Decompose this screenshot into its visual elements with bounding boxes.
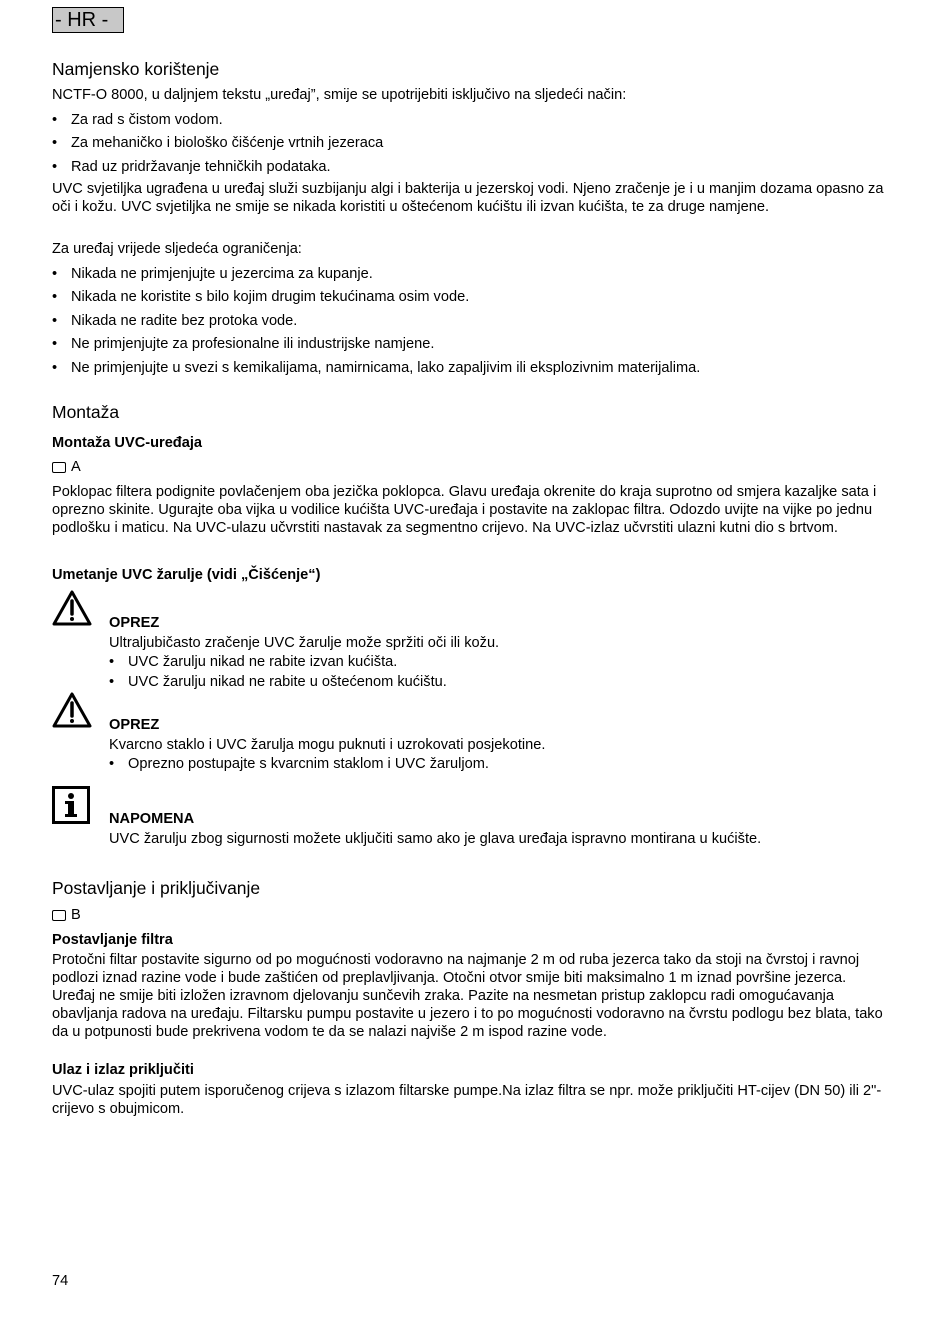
caution-body bbox=[109, 614, 499, 693]
warning-triangle-icon bbox=[52, 692, 92, 728]
list-item: • Ne primjenjujte za profesionalne ili industrijske namjene. bbox=[52, 335, 700, 358]
filter-placement-text: Protočni filtar postavite sigurno od po mogućnosti vodoravno na najmanje 2 m od ruba jezerca tako da stoji na čvrstoj i ravnoj podlozi iznad razine vode i bude zaštićen od preplavljivanja. Otočni otvor smije biti maksimalno 1 m iznad površine jezerca. Uređaj ne smije biti izložen izravnom djelovanju sunčevih zraka. Pazite na nesmetan pristup zaklopcu radi omogućavanja obavljanja radova na uređaju. Filtarsku pumpu postavite u jezero i to po mogućnosti vodoravno na čvrstu podlogu bez blata, tako da u potpunosti bude prekrivena vodom te da se nalazi najviše 2 m ispod razine vode. bbox=[52, 952, 883, 1040]
section-title-installation: Postavljanje i priključivanje bbox=[52, 878, 261, 898]
info-icon bbox=[52, 786, 90, 824]
subsection-title-bulb-insertion: Umetanje UVC žarulje (vidi „Čišćenje“) bbox=[52, 567, 321, 583]
caution-body bbox=[109, 716, 545, 775]
list-item: • Nikada ne radite bez protoka vode. bbox=[52, 312, 700, 335]
figure-label: B bbox=[71, 907, 81, 923]
subsection-title-inlet-outlet: Ulaz i izlaz priključiti bbox=[52, 1062, 194, 1078]
intro-text: NCTF-O 8000, u daljnjem tekstu „uređaj”, smije se upotrijebiti isključivo na sljedeći način: bbox=[52, 87, 627, 103]
list-item: • Rad uz pridržavanje tehničkih podataka. bbox=[52, 158, 383, 181]
warning-triangle-icon bbox=[52, 590, 92, 626]
uses-list bbox=[52, 111, 383, 181]
figure-label: A bbox=[71, 459, 81, 475]
list-item: • Nikada ne koristite s bilo kojim drugim tekućinama osim vode. bbox=[52, 288, 700, 311]
note-body bbox=[109, 810, 761, 848]
figure-icon bbox=[52, 462, 66, 473]
list-item: • Oprezno postupajte s kvarcnim staklom i UVC žaruljom. bbox=[109, 755, 545, 775]
list-item: • Za rad s čistom vodom. bbox=[52, 111, 383, 134]
note-title: NAPOMENA bbox=[109, 811, 195, 827]
subsection-title-filter-placement: Postavljanje filtra bbox=[52, 932, 173, 948]
caution-text: Ultraljubičasto zračenje UVC žarulje može spržiti oči ili kožu. bbox=[109, 635, 500, 651]
figure-icon bbox=[52, 910, 66, 921]
figure-reference bbox=[52, 906, 81, 924]
list-item: • UVC žarulju nikad ne rabite izvan kućišta. bbox=[109, 653, 499, 673]
list-item: • Ne primjenjujte u svezi s kemikalijama, namirnicama, lako zapaljivim ili eksplozivnim materijalima. bbox=[52, 359, 700, 382]
list-item: • UVC žarulju nikad ne rabite u oštećenom kućištu. bbox=[109, 673, 499, 693]
language-tag: - HR - bbox=[52, 7, 124, 33]
subsection-title-uvc-assembly: Montaža UVC-uređaja bbox=[52, 435, 203, 451]
caution-list bbox=[109, 653, 499, 693]
caution-text: Kvarcno staklo i UVC žarulja mogu puknuti i uzrokovati posjekotine. bbox=[109, 737, 546, 753]
caution-title: OPREZ bbox=[109, 717, 160, 733]
note-block bbox=[52, 786, 892, 856]
uvc-lamp-text: UVC svjetiljka ugrađena u uređaj služi suzbijanju algi i bakterija u jezerskoj vodi. Njeno zračenje je i u manjim dozama opasno za oči i kožu. UVC svjetiljka ne smije se nikada koristiti u oštećenom kućištu ili izvan kućišta, te za druge namjene. bbox=[52, 181, 884, 215]
caution-list bbox=[109, 755, 545, 775]
restrictions-intro: Za uređaj vrijede sljedeća ograničenja: bbox=[52, 241, 302, 257]
section-title-assembly: Montaža bbox=[52, 402, 120, 422]
restrictions-list bbox=[52, 265, 700, 382]
list-item: • Za mehaničko i biološko čišćenje vrtnih jezeraca bbox=[52, 134, 383, 157]
page-number: 74 bbox=[52, 1273, 69, 1289]
caution-block bbox=[52, 692, 892, 777]
caution-title: OPREZ bbox=[109, 615, 160, 631]
section-title-intended-use: Namjensko korištenje bbox=[52, 59, 220, 79]
figure-reference bbox=[52, 458, 81, 476]
note-text: UVC žarulju zbog sigurnosti možete uključiti samo ako je glava uređaja ispravno montirana u kućište. bbox=[109, 831, 762, 847]
list-item: • Nikada ne primjenjujte u jezercima za kupanje. bbox=[52, 265, 700, 288]
caution-block bbox=[52, 590, 892, 690]
assembly-text: Poklopac filtera podignite povlačenjem oba jezička poklopca. Glavu uređaja okrenite do kraja suprotno od smjera kazaljke sata i oprezno skinite. Ugurajte oba vijka u vodilice kućišta UVC-uređaja i postavite na zaklopac filtra. Odozdo uvijte na vijke po jednu podlošku i maticu. Na UVC-ulazu učvrstiti nastavak za segmentno crijevo. Na UVC-izlaz učvrstiti ulazni kutni dio s brtvom. bbox=[52, 484, 877, 536]
inlet-outlet-text: UVC-ulaz spojiti putem isporučenog crijeva s izlazom filtarske pumpe.Na izlaz filtra se npr. može priključiti HT-cijev (DN 50) ili 2"-crijevo s obujmicom. bbox=[52, 1083, 882, 1117]
